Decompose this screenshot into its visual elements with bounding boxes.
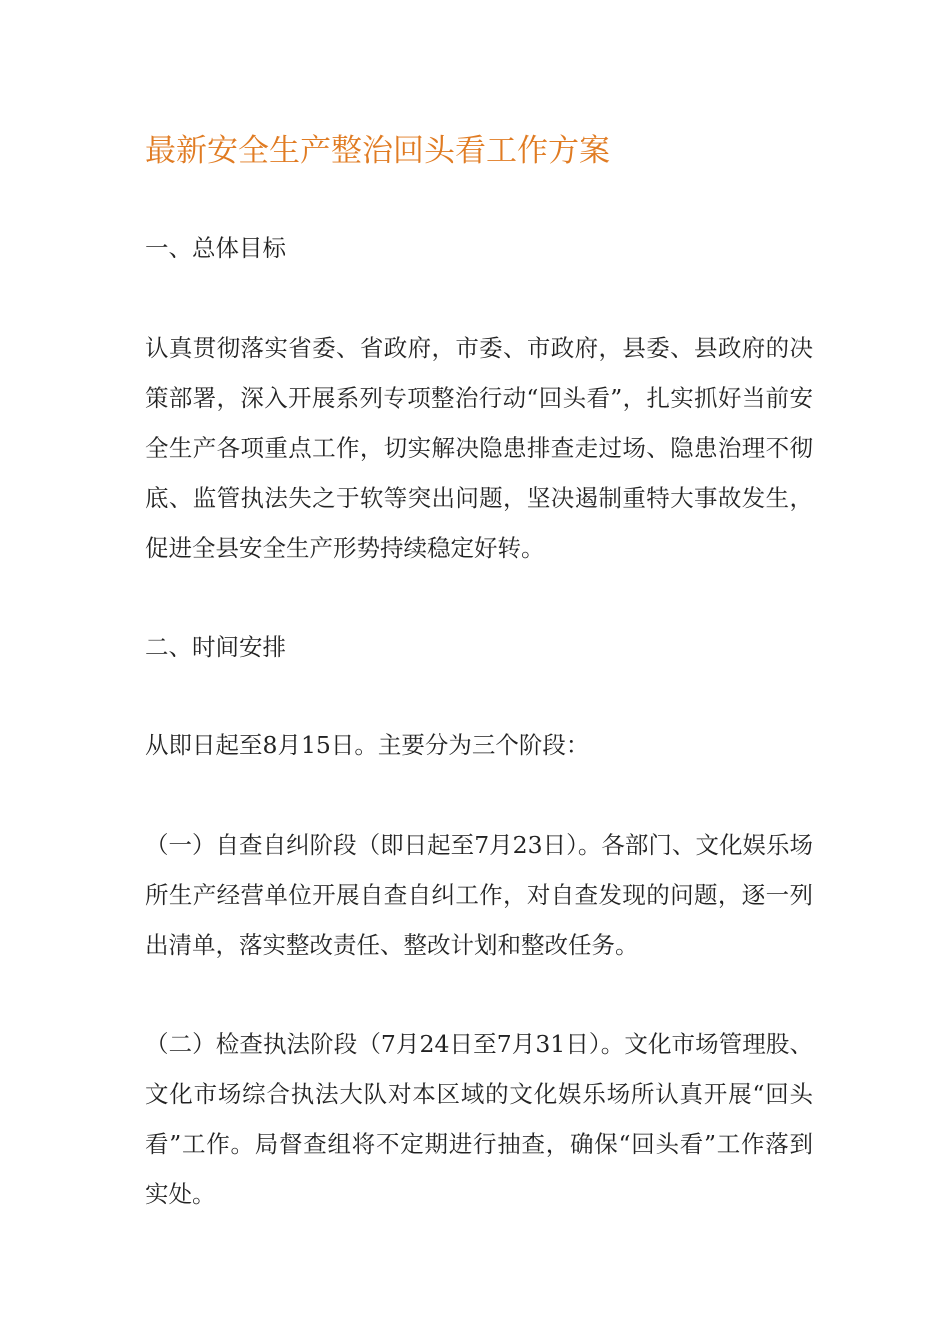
section-heading-overall-goal: 一、总体目标 [145,234,286,262]
phase-two-paragraph: （二）检查执法阶段（7月24日至7月31日）。文化市场管理股、文化市场综合执法大队对本区域的文化娱乐场所认真开展“回头看”工作。局督查组将不定期进行抽查，确保“回头看”工作落到实处。 [145,1030,813,1208]
schedule-intro-paragraph: 从即日起至8月15日。主要分为三个阶段： [145,731,590,759]
document-title: 最新安全生产整治回头看工作方案 [145,133,610,169]
phase-one-paragraph: （一）自查自纠阶段（即日起至7月23日）。各部门、文化娱乐场所生产经营单位开展自查自纠工作，对自查发现的问题，逐一列出清单，落实整改责任、整改计划和整改任务。 [145,831,813,959]
section-heading-schedule: 二、时间安排 [145,633,286,661]
overall-goal-paragraph: 认真贯彻落实省委、省政府，市委、市政府，县委、县政府的决策部署，深入开展系列专项整治行动“回头看”，扎实抓好当前安全生产各项重点工作，切实解决隐患排查走过场、隐患治理不彻底、监管执法失之于软等突出问题，坚决遏制重特大事故发生，促进全县安全生产形势持续稳定好转。 [145,334,813,562]
